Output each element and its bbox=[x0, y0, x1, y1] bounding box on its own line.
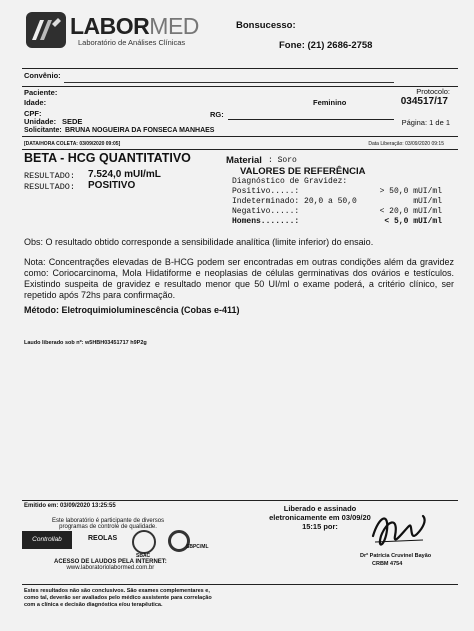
logo-subtitle: Laboratório de Análises Clínicas bbox=[78, 38, 186, 47]
quality-programs-text: Este laboratório é participante de diversos programas de controle de qualidade. bbox=[52, 518, 165, 530]
resultado-label-2: RESULTADO: bbox=[24, 182, 76, 192]
controllab-logo: Controllab bbox=[22, 531, 72, 549]
unidade-label: Unidade: bbox=[24, 117, 57, 126]
branch-name: Bonsucesso: bbox=[236, 20, 296, 31]
sexo-value: Feminino bbox=[313, 98, 347, 107]
phone-number: Fone: (21) 2686-2758 bbox=[279, 40, 373, 51]
labormed-logo-mark bbox=[26, 12, 66, 48]
page-indicator: Página: 1 de 1 bbox=[401, 118, 450, 127]
sbpc-logo-text: SBPC/ML bbox=[186, 544, 209, 550]
sbac-logo-text: SBAC bbox=[136, 553, 151, 559]
rg-label: RG: bbox=[210, 110, 224, 119]
emitted-datetime: Emitido em: 03/09/2020 13:25:55 bbox=[24, 503, 116, 509]
ref-row-positivo: Positivo.....: > 50,0 mUI/ml bbox=[232, 187, 442, 196]
signature-icon bbox=[365, 506, 435, 554]
solicitante-value: BRUNA NOGUEIRA DA FONSECA MANHAES bbox=[65, 127, 215, 134]
observation-text: Obs: O resultado obtido corresponde a sensibilidade analítica (limite inferior) do ensaio. bbox=[24, 237, 374, 247]
doctor-crbm: CRBM 4754 bbox=[372, 561, 403, 567]
doctor-name: Drª Patrícia Cruvinel Bayão bbox=[360, 553, 432, 559]
disclaimer-text: Estes resultados não são conclusivos. São exames complementares e, como tal, deverão ser avaliados pelo médico assistente para correlação com a clínica e decisão diagnóstica e/ou terapêutica. bbox=[24, 588, 212, 608]
laudo-code: Laudo liberado sob nº: w5HBH03451717 h9P2g bbox=[24, 340, 147, 346]
nota-text: Nota: Concentrações elevadas de B-HCG podem ser encontradas em outras condições além da gravidez como: Coriocarcinoma, Mola Hidatiforme e neoplasias de células germinativas dos ovários e testículos. Existindo suspeita de gravidez e resultado menor que 50 UI/ml o exame poderá, a critério clínico, ser repetido após 72hs para confirmação. bbox=[24, 257, 454, 300]
solicitante-label: Solicitante: bbox=[24, 127, 62, 134]
resultado-value-2: POSITIVO bbox=[88, 180, 136, 191]
ref-row-negativo: Negativo.....: < 20,0 mUI/ml bbox=[232, 207, 442, 216]
unidade-value: SEDE bbox=[62, 117, 83, 126]
diagnosis-label: Diagnóstico de Gravidez: bbox=[232, 177, 348, 186]
logo-name: LABORMED bbox=[70, 13, 199, 39]
internet-access-text: ACESSO DE LAUDOS PELA INTERNET: www.laboratoriolabormed.com.br bbox=[54, 559, 167, 571]
paciente-label: Paciente: bbox=[24, 88, 58, 97]
protocolo-value: 034517/17 bbox=[400, 96, 448, 107]
collection-datetime: [DATA/HORA COLETA: 03/09/2020 09:05] bbox=[24, 141, 121, 147]
resultado-label-1: RESULTADO: bbox=[24, 171, 76, 181]
reolas-logo: REOLAS bbox=[88, 535, 118, 542]
reference-values-title: VALORES DE REFERÊNCIA bbox=[240, 166, 366, 177]
protocolo-label: Protocolo: bbox=[416, 87, 450, 96]
method-text: Método: Eletroquimioluminescência (Cobas e-411) bbox=[24, 305, 240, 315]
exam-title: BETA - HCG QUANTITATIVO bbox=[24, 151, 191, 165]
cpf-label: CPF: bbox=[24, 109, 42, 118]
material-value: : Soro bbox=[268, 156, 297, 165]
sbac-logo-icon bbox=[132, 530, 156, 554]
resultado-value-1: 7.524,0 mUI/mL bbox=[88, 169, 161, 180]
convenio-label: Convênio: bbox=[24, 71, 61, 80]
ref-row-homens: Homens.......: < 5,0 mUI/ml bbox=[232, 217, 442, 226]
idade-label: Idade: bbox=[24, 98, 47, 107]
release-signature-text: Liberado e assinado eletronicamente em 03/09/20 15:15 por: bbox=[269, 504, 371, 531]
release-datetime: Data Liberação: 03/09/2020 09:15 bbox=[368, 141, 444, 147]
material-label: Material bbox=[226, 155, 262, 166]
ref-row-indeterminado: Indeterminado: 20,0 a 50,0 mUI/ml bbox=[232, 197, 442, 206]
